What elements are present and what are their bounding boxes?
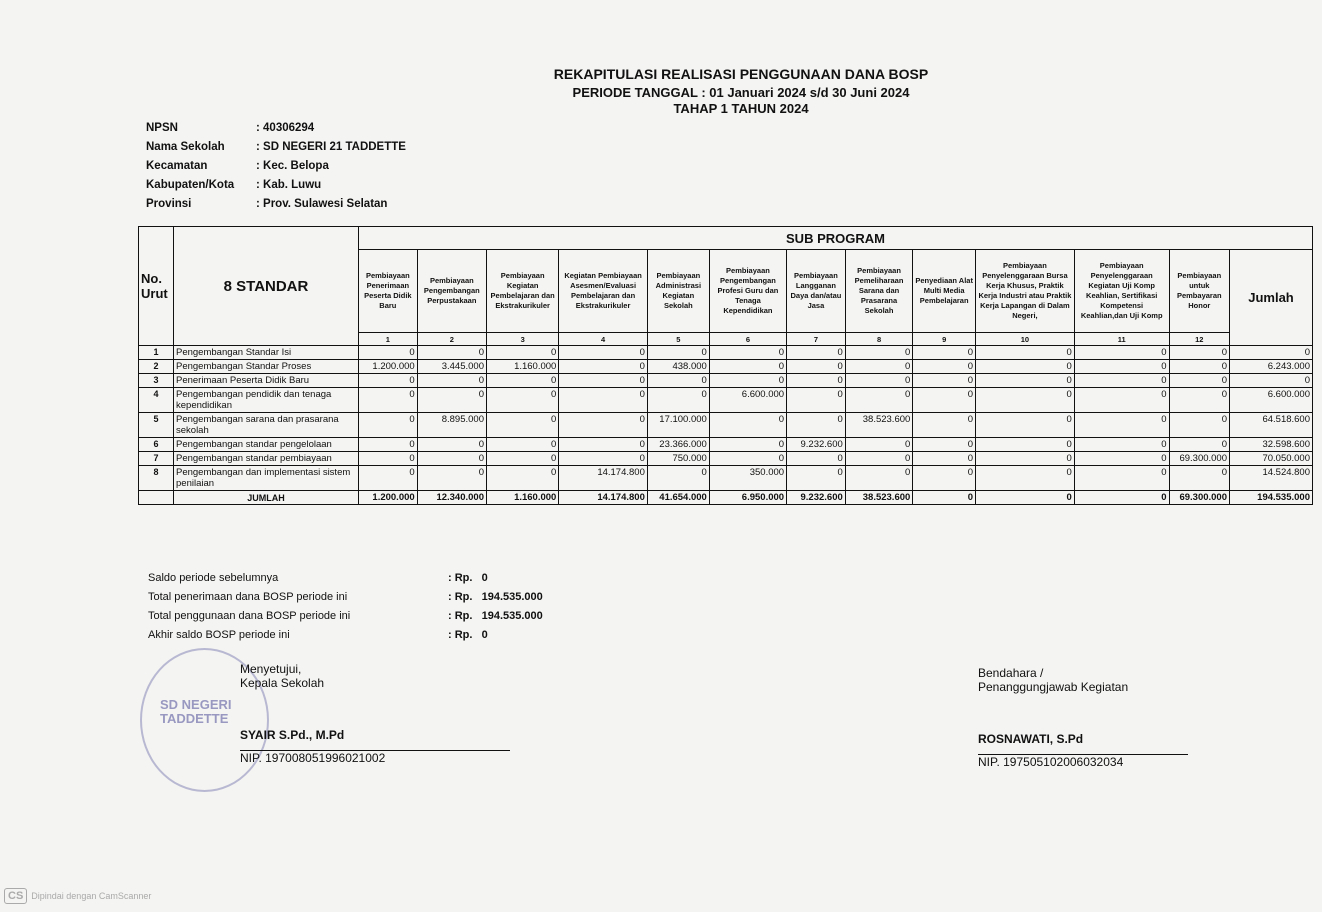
info-value: : Prov. Sulawesi Selatan bbox=[256, 198, 388, 210]
info-label: Provinsi bbox=[146, 198, 192, 210]
document-title: REKAPITULASI REALISASI PENGGUNAAN DANA BOSP bbox=[553, 66, 929, 82]
info-value: : SD NEGERI 21 TADDETTE bbox=[256, 141, 406, 153]
amount-cell: 0 bbox=[486, 346, 558, 360]
table-row bbox=[139, 413, 1313, 438]
amount-cell: 0 bbox=[559, 374, 648, 388]
principal-name: SYAIR S.Pd., M.Pd bbox=[240, 728, 345, 742]
column-number: 3 bbox=[486, 333, 558, 346]
info-value: : Kab. Luwu bbox=[256, 179, 322, 191]
row-total: 6.243.000 bbox=[1230, 360, 1313, 374]
amount-cell: 0 bbox=[913, 388, 976, 413]
amount-cell: 0 bbox=[976, 346, 1075, 360]
amount-cell: 0 bbox=[647, 374, 709, 388]
column-header: Pembiayaan Pemeliharaan Sarana dan Prasarana Sekolah bbox=[845, 250, 913, 333]
row-number: 2 bbox=[139, 360, 174, 374]
amount-cell: 0 bbox=[417, 452, 486, 466]
amount-cell: 0 bbox=[1074, 346, 1169, 360]
treasurer-label: Bendahara / bbox=[978, 666, 1044, 680]
amount-cell: 0 bbox=[787, 466, 846, 491]
column-number: 8 bbox=[845, 333, 913, 346]
summary-label: Saldo periode sebelumnya bbox=[148, 572, 279, 584]
table-row bbox=[139, 388, 1313, 413]
column-number: 5 bbox=[647, 333, 709, 346]
column-number: 1 bbox=[359, 333, 418, 346]
info-value: : Kec. Belopa bbox=[256, 160, 329, 172]
column-number: 4 bbox=[559, 333, 648, 346]
amount-cell: 0 bbox=[913, 346, 976, 360]
row-total: 0 bbox=[1230, 346, 1313, 360]
summary-label: Akhir saldo BOSP periode ini bbox=[148, 629, 290, 641]
amount-cell: 0 bbox=[913, 413, 976, 438]
info-row bbox=[146, 160, 406, 179]
amount-cell: 0 bbox=[709, 374, 786, 388]
approval-label: Menyetujui, bbox=[240, 662, 302, 676]
row-total: 64.518.600 bbox=[1230, 413, 1313, 438]
empty-cell bbox=[139, 491, 174, 505]
amount-cell: 0 bbox=[417, 466, 486, 491]
row-total: 32.598.600 bbox=[1230, 438, 1313, 452]
amount-cell: 0 bbox=[913, 466, 976, 491]
amount-cell: 23.366.000 bbox=[647, 438, 709, 452]
amount-cell: 0 bbox=[359, 388, 418, 413]
amount-cell: 0 bbox=[976, 452, 1075, 466]
amount-cell: 17.100.000 bbox=[647, 413, 709, 438]
principal-role: Kepala Sekolah bbox=[240, 676, 325, 690]
column-header: Pembiayaan Administrasi Kegiatan Sekolah bbox=[647, 250, 709, 333]
amount-cell: 0 bbox=[1074, 388, 1169, 413]
amount-cell: 0 bbox=[1169, 346, 1229, 360]
no-header: No. Urut bbox=[139, 227, 174, 346]
amount-cell: 0 bbox=[1169, 438, 1229, 452]
amount-cell: 0 bbox=[359, 374, 418, 388]
total-cell: 41.654.000 bbox=[647, 491, 709, 505]
amount-cell: 0 bbox=[709, 452, 786, 466]
row-number: 1 bbox=[139, 346, 174, 360]
info-row bbox=[146, 141, 406, 160]
standar-name: Penerimaan Peserta Didik Baru bbox=[174, 374, 359, 388]
summary-value: : Rp. 194.535.000 bbox=[448, 591, 543, 603]
amount-cell: 0 bbox=[1074, 413, 1169, 438]
amount-cell: 0 bbox=[647, 388, 709, 413]
amount-cell: 438.000 bbox=[647, 360, 709, 374]
amount-cell: 0 bbox=[359, 346, 418, 360]
info-value: : 40306294 bbox=[256, 122, 315, 134]
amount-cell: 0 bbox=[787, 413, 846, 438]
amount-cell: 0 bbox=[976, 388, 1075, 413]
amount-cell: 350.000 bbox=[709, 466, 786, 491]
amount-cell: 0 bbox=[1169, 374, 1229, 388]
total-cell: 14.174.800 bbox=[559, 491, 648, 505]
amount-cell: 0 bbox=[1074, 438, 1169, 452]
summary-row bbox=[148, 572, 543, 591]
amount-cell: 0 bbox=[359, 452, 418, 466]
amount-cell: 0 bbox=[486, 374, 558, 388]
amount-cell: 0 bbox=[709, 346, 786, 360]
total-cell: 38.523.600 bbox=[845, 491, 913, 505]
table-row bbox=[139, 452, 1313, 466]
amount-cell: 0 bbox=[559, 388, 648, 413]
amount-cell: 0 bbox=[417, 438, 486, 452]
amount-cell: 0 bbox=[1074, 452, 1169, 466]
amount-cell: 0 bbox=[976, 374, 1075, 388]
summary-row bbox=[148, 591, 543, 610]
column-header: Pembiayaan Pengembangan Profesi Guru dan Tenaga Kependidikan bbox=[709, 250, 786, 333]
amount-cell: 0 bbox=[359, 466, 418, 491]
row-number: 7 bbox=[139, 452, 174, 466]
column-header: Pembiayaan Penyelenggaraan Kegiatan Uji Komp Keahlian, Sertifikasi Kompetensi Keahlian,dan Uji Komp bbox=[1074, 250, 1169, 333]
amount-cell: 0 bbox=[845, 388, 913, 413]
info-row bbox=[146, 179, 406, 198]
amount-cell: 0 bbox=[976, 360, 1075, 374]
standar-name: Pengembangan pendidik dan tenaga kependidikan bbox=[174, 388, 359, 413]
row-number: 8 bbox=[139, 466, 174, 491]
total-label: JUMLAH bbox=[174, 491, 359, 505]
summary-label: Total penerimaan dana BOSP periode ini bbox=[148, 591, 348, 603]
info-row bbox=[146, 198, 406, 217]
grand-total: 194.535.000 bbox=[1230, 491, 1313, 505]
amount-cell: 0 bbox=[787, 452, 846, 466]
total-cell: 6.950.000 bbox=[709, 491, 786, 505]
column-header: Pembiayaan Pengembangan Perpustakaan bbox=[417, 250, 486, 333]
amount-cell: 0 bbox=[845, 360, 913, 374]
column-number: 12 bbox=[1169, 333, 1229, 346]
row-number: 5 bbox=[139, 413, 174, 438]
amount-cell: 0 bbox=[845, 346, 913, 360]
summary-value: : Rp. 194.535.000 bbox=[448, 610, 543, 622]
amount-cell: 0 bbox=[913, 438, 976, 452]
amount-cell: 38.523.600 bbox=[845, 413, 913, 438]
amount-cell: 1.160.000 bbox=[486, 360, 558, 374]
amount-cell: 0 bbox=[1074, 374, 1169, 388]
column-header: Pembiayaan Langganan Daya dan/atau Jasa bbox=[787, 250, 846, 333]
column-header: Penyediaan Alat Multi Media Pembelajaran bbox=[913, 250, 976, 333]
table-row bbox=[139, 466, 1313, 491]
column-header: Pembiayaan Penyelenggaraan Bursa Kerja Khusus, Praktik Kerja Industri atau Praktik Kerja Lapangan di Dalam Negeri, bbox=[976, 250, 1075, 333]
treasurer-signature-block bbox=[978, 666, 1188, 769]
stamp-text: SD NEGERI TADDETTE bbox=[160, 697, 232, 726]
amount-cell: 0 bbox=[709, 413, 786, 438]
amount-cell: 0 bbox=[709, 438, 786, 452]
standar-name: Pengembangan standar pembiayaan bbox=[174, 452, 359, 466]
amount-cell: 0 bbox=[913, 452, 976, 466]
column-number: 6 bbox=[709, 333, 786, 346]
amount-cell: 0 bbox=[845, 438, 913, 452]
column-header: Pembiayaan Penerimaan Peserta Didik Baru bbox=[359, 250, 418, 333]
row-total: 6.600.000 bbox=[1230, 388, 1313, 413]
amount-cell: 69.300.000 bbox=[1169, 452, 1229, 466]
standar-name: Pengembangan standar pengelolaan bbox=[174, 438, 359, 452]
signature-mark bbox=[978, 694, 1188, 732]
info-label: Nama Sekolah bbox=[146, 141, 225, 153]
amount-cell: 0 bbox=[559, 346, 648, 360]
amount-cell: 0 bbox=[647, 466, 709, 491]
info-row bbox=[146, 122, 406, 141]
treasurer-nip: NIP. 197505102006032034 bbox=[978, 755, 1124, 769]
amount-cell: 0 bbox=[1074, 360, 1169, 374]
amount-cell: 0 bbox=[417, 388, 486, 413]
total-cell: 0 bbox=[1074, 491, 1169, 505]
standar-name: Pengembangan Standar Isi bbox=[174, 346, 359, 360]
summary-value: : Rp. 0 bbox=[448, 572, 488, 584]
treasurer-role: Penanggungjawab Kegiatan bbox=[978, 680, 1129, 694]
balance-summary bbox=[148, 572, 543, 648]
row-number: 3 bbox=[139, 374, 174, 388]
column-number: 11 bbox=[1074, 333, 1169, 346]
amount-cell: 8.895.000 bbox=[417, 413, 486, 438]
stage-label: TAHAP 1 TAHUN 2024 bbox=[673, 101, 809, 116]
table-row bbox=[139, 438, 1313, 452]
amount-cell: 0 bbox=[417, 374, 486, 388]
column-number: 7 bbox=[787, 333, 846, 346]
scanner-watermark bbox=[4, 888, 151, 904]
period-label: PERIODE TANGGAL : 01 Januari 2024 s/d 30 Juni 2024 bbox=[572, 85, 910, 100]
principal-signature-block bbox=[240, 662, 510, 765]
realization-table bbox=[138, 226, 1313, 505]
column-number: 2 bbox=[417, 333, 486, 346]
amount-cell: 9.232.600 bbox=[787, 438, 846, 452]
info-label: Kecamatan bbox=[146, 160, 208, 172]
row-total: 14.524.800 bbox=[1230, 466, 1313, 491]
principal-nip: NIP. 197008051996021002 bbox=[240, 751, 386, 765]
total-cell: 1.200.000 bbox=[359, 491, 418, 505]
amount-cell: 0 bbox=[359, 413, 418, 438]
amount-cell: 0 bbox=[1169, 388, 1229, 413]
row-number: 6 bbox=[139, 438, 174, 452]
amount-cell: 0 bbox=[976, 413, 1075, 438]
amount-cell: 0 bbox=[417, 346, 486, 360]
amount-cell: 0 bbox=[845, 452, 913, 466]
standar-name: Pengembangan Standar Proses bbox=[174, 360, 359, 374]
amount-cell: 0 bbox=[845, 374, 913, 388]
total-cell: 0 bbox=[976, 491, 1075, 505]
amount-cell: 0 bbox=[1169, 360, 1229, 374]
amount-cell: 0 bbox=[486, 452, 558, 466]
standar-name: Pengembangan sarana dan prasarana sekolah bbox=[174, 413, 359, 438]
amount-cell: 0 bbox=[913, 374, 976, 388]
amount-cell: 0 bbox=[1074, 466, 1169, 491]
amount-cell: 0 bbox=[787, 388, 846, 413]
column-number: 10 bbox=[976, 333, 1075, 346]
amount-cell: 0 bbox=[976, 438, 1075, 452]
amount-cell: 0 bbox=[559, 413, 648, 438]
amount-cell: 0 bbox=[486, 466, 558, 491]
camscanner-icon: CS bbox=[4, 888, 27, 904]
total-cell: 1.160.000 bbox=[486, 491, 558, 505]
info-label: Kabupaten/Kota bbox=[146, 179, 235, 191]
amount-cell: 0 bbox=[787, 360, 846, 374]
table-row bbox=[139, 346, 1313, 360]
column-header: Pembiayaan untuk Pembayaran Honor bbox=[1169, 250, 1229, 333]
amount-cell: 1.200.000 bbox=[359, 360, 418, 374]
sub-program-header: SUB PROGRAM bbox=[359, 227, 1313, 250]
scanner-text: Dipindai dengan CamScanner bbox=[31, 891, 152, 901]
row-total: 70.050.000 bbox=[1230, 452, 1313, 466]
amount-cell: 0 bbox=[787, 374, 846, 388]
standar-header: 8 STANDAR bbox=[174, 227, 359, 346]
school-info bbox=[146, 122, 406, 217]
column-header: Kegiatan Pembiayaan Asesmen/Evaluasi Pembelajaran dan Ekstrakurikuler bbox=[559, 250, 648, 333]
amount-cell: 0 bbox=[1169, 466, 1229, 491]
amount-cell: 0 bbox=[359, 438, 418, 452]
total-row bbox=[139, 491, 1313, 505]
amount-cell: 0 bbox=[486, 388, 558, 413]
summary-value: : Rp. 0 bbox=[448, 629, 488, 641]
amount-cell: 0 bbox=[709, 360, 786, 374]
summary-row bbox=[148, 610, 543, 629]
total-cell: 12.340.000 bbox=[417, 491, 486, 505]
amount-cell: 14.174.800 bbox=[559, 466, 648, 491]
amount-cell: 0 bbox=[486, 438, 558, 452]
summary-row bbox=[148, 629, 543, 648]
amount-cell: 0 bbox=[647, 346, 709, 360]
table-row bbox=[139, 360, 1313, 374]
total-cell: 9.232.600 bbox=[787, 491, 846, 505]
amount-cell: 0 bbox=[559, 360, 648, 374]
standar-name: Pengembangan dan implementasi sistem penilaian bbox=[174, 466, 359, 491]
info-label: NPSN bbox=[146, 122, 178, 134]
column-number: 9 bbox=[913, 333, 976, 346]
total-cell: 0 bbox=[913, 491, 976, 505]
amount-cell: 0 bbox=[1169, 413, 1229, 438]
column-header: Pembiayaan Kegiatan Pembelajaran dan Ekstrakurikuler bbox=[486, 250, 558, 333]
amount-cell: 0 bbox=[787, 346, 846, 360]
amount-cell: 0 bbox=[913, 360, 976, 374]
total-cell: 69.300.000 bbox=[1169, 491, 1229, 505]
amount-cell: 6.600.000 bbox=[709, 388, 786, 413]
treasurer-name: ROSNAWATI, S.Pd bbox=[978, 732, 1084, 746]
amount-cell: 0 bbox=[559, 452, 648, 466]
table-row bbox=[139, 374, 1313, 388]
jumlah-header: Jumlah bbox=[1230, 250, 1313, 346]
row-number: 4 bbox=[139, 388, 174, 413]
signature-mark bbox=[240, 690, 510, 728]
amount-cell: 0 bbox=[976, 466, 1075, 491]
summary-label: Total penggunaan dana BOSP periode ini bbox=[148, 610, 351, 622]
amount-cell: 750.000 bbox=[647, 452, 709, 466]
row-total: 0 bbox=[1230, 374, 1313, 388]
amount-cell: 3.445.000 bbox=[417, 360, 486, 374]
amount-cell: 0 bbox=[845, 466, 913, 491]
amount-cell: 0 bbox=[486, 413, 558, 438]
amount-cell: 0 bbox=[559, 438, 648, 452]
